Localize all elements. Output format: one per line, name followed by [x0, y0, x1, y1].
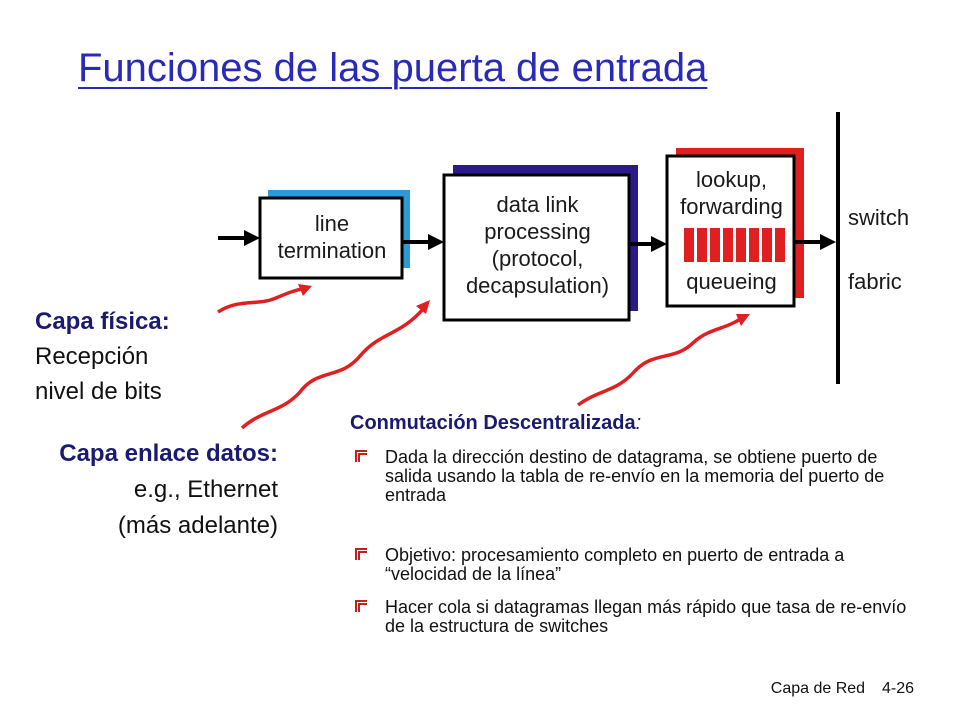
physical-layer-line2: nivel de bits: [35, 378, 162, 405]
bullet-text-3: Hacer cola si datagramas llegan más rápido que tasa de re-envío de la estructura de switches: [385, 597, 907, 636]
line-termination-label: [262, 210, 402, 264]
lookup-label: [669, 166, 794, 220]
lookup-line2: forwarding: [680, 194, 783, 219]
link-layer-heading: Capa enlace datos:: [59, 440, 278, 467]
link-layer-line2: (más adelante): [117, 512, 278, 539]
data-link-line1: data link: [496, 192, 579, 217]
queueing-label: queueing: [686, 269, 777, 294]
line-termination-line2: termination: [277, 238, 387, 263]
slide-footer: [771, 680, 914, 698]
data-link-line3: (protocol,: [491, 246, 584, 271]
decentralized-heading-text: Conmutación Descentralizada: [350, 412, 636, 434]
footer-chapter: Capa de Red: [770, 680, 866, 697]
footer-page-number: 4-26: [881, 680, 914, 697]
link-layer-block: [0, 436, 278, 544]
bullet-text-1: Dada la dirección destino de datagrama, se obtiene puerto de salida usando la tabla de re-envío en la memoria del puerto de entrada: [385, 447, 885, 505]
decentralized-heading: [350, 412, 641, 435]
switch-fabric-label-1: switch: [848, 205, 910, 230]
physical-layer-heading: Capa física:: [35, 308, 170, 335]
decentralized-heading-colon: :: [635, 412, 642, 434]
data-link-label: [446, 191, 629, 299]
physical-layer-line1: Recepción: [35, 343, 149, 370]
switch-fabric-label-2: fabric: [848, 269, 902, 294]
page-title: Funciones de las puerta de entrada: [78, 46, 708, 90]
line-termination-line1: line: [314, 211, 350, 236]
data-link-line2: processing: [484, 219, 591, 244]
bullet-marker-icon: [355, 600, 368, 613]
bullet-marker-icon: [355, 450, 368, 463]
lookup-line1: lookup,: [696, 167, 767, 192]
bullet-text-2: Objetivo: procesamiento completo en puerto de entrada a “velocidad de la línea”: [385, 545, 845, 584]
physical-layer-block: [35, 304, 235, 409]
link-layer-line1: e.g., Ethernet: [133, 476, 278, 503]
bullet-marker-icon: [355, 548, 368, 561]
data-link-line4: decapsulation): [465, 273, 610, 298]
